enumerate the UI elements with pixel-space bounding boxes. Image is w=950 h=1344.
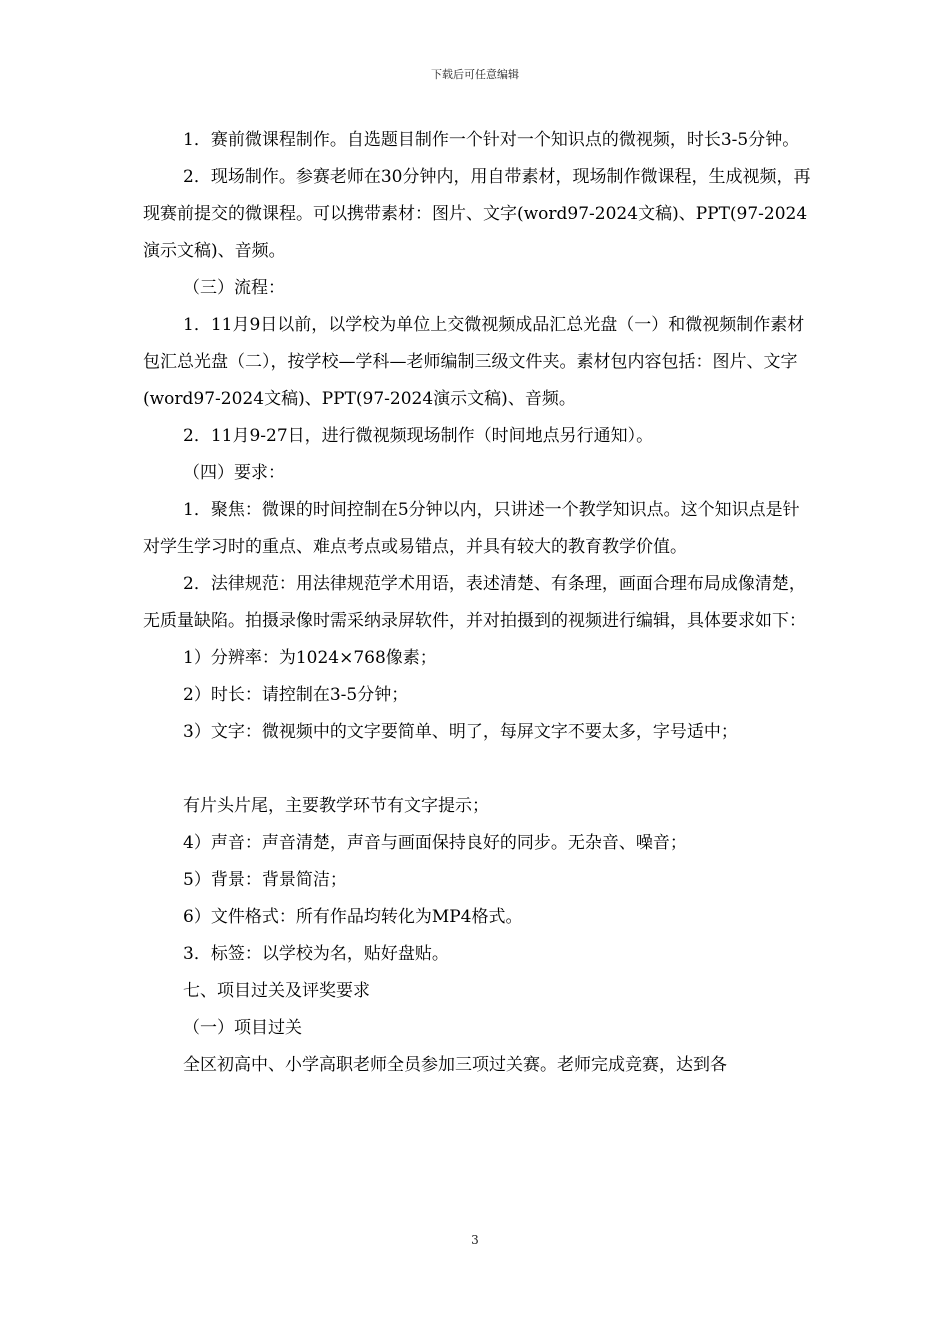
heading-project-pass: （一）项目过关 [183,1018,302,1038]
list-item-sound: 4）声音：声音清楚，声音与画面保持良好的同步。无杂音、噪音； [183,833,687,853]
page-header-note: 下载后可任意编辑 [431,68,519,81]
blank-line [143,751,811,788]
page-number: 3 [471,1233,479,1247]
list-item-duration: 2）时长：请控制在3-5分钟； [183,685,409,705]
list-item-background: 5）背景：背景简洁； [183,870,347,890]
paragraph-process-step-1: 1．11月9日以前，以学校为单位上交微视频成品汇总光盘（一）和微视频制作素材包汇总光盘（二），按学校—学科—老师编制三级文件夹。素材包内容包括：图片、文字(word97-2024文稿)、PPT(97-2024演示文稿)、音频。 [143,315,805,409]
paragraph-requirement-focus: 1．聚焦：微课的时间控制在5分钟以内，只讲述一个教学知识点。这个知识点是针对学生学习时的重点、难点考点或易错点，并具有较大的教育教学价值。 [143,500,800,557]
paragraph-requirement-standards: 2．法律规范：用法律规范学术用语，表述清楚、有条理，画面合理布局成像清楚，无质量缺陷。拍摄录像时需采纳录屏软件，并对拍摄到的视频进行编辑，具体要求如下： [143,574,806,631]
paragraph-process-step-2: 2．11月9-27日，进行微视频现场制作（时间地点另行通知）。 [183,426,654,446]
paragraph-pre-course: 1．赛前微课程制作。自选题目制作一个针对一个知识点的微视频，时长3-5分钟。 [183,130,800,150]
paragraph-label: 3．标签：以学校为名，贴好盘贴。 [183,944,449,964]
paragraph-onsite-production: 2．现场制作。参赛老师在30分钟内，用自带素材，现场制作微课程，生成视频，再现赛前提交的微课程。可以携带素材：图片、文字(word97-2024文稿)、PPT(97-2024演示文稿)、音频。 [143,167,811,261]
list-item-file-format: 6）文件格式：所有作品均转化为MP4格式。 [183,907,523,927]
list-item-resolution: 1）分辨率：为1024×768像素； [183,648,437,668]
list-item-text: 3）文字：微视频中的文字要简单、明了，每屏文字不要太多，字号适中； [183,722,738,742]
heading-requirements: （四）要求： [183,463,285,483]
heading-process: （三）流程： [183,278,285,298]
paragraph-project-pass: 全区初高中、小学高职老师全员参加三项过关赛。老师完成竞赛，达到各 [183,1055,727,1075]
document-body [143,122,811,1084]
heading-section-seven: 七、项目过关及评奖要求 [183,981,370,1001]
list-item-text-continued: 有片头片尾，主要教学环节有文字提示； [183,796,489,816]
